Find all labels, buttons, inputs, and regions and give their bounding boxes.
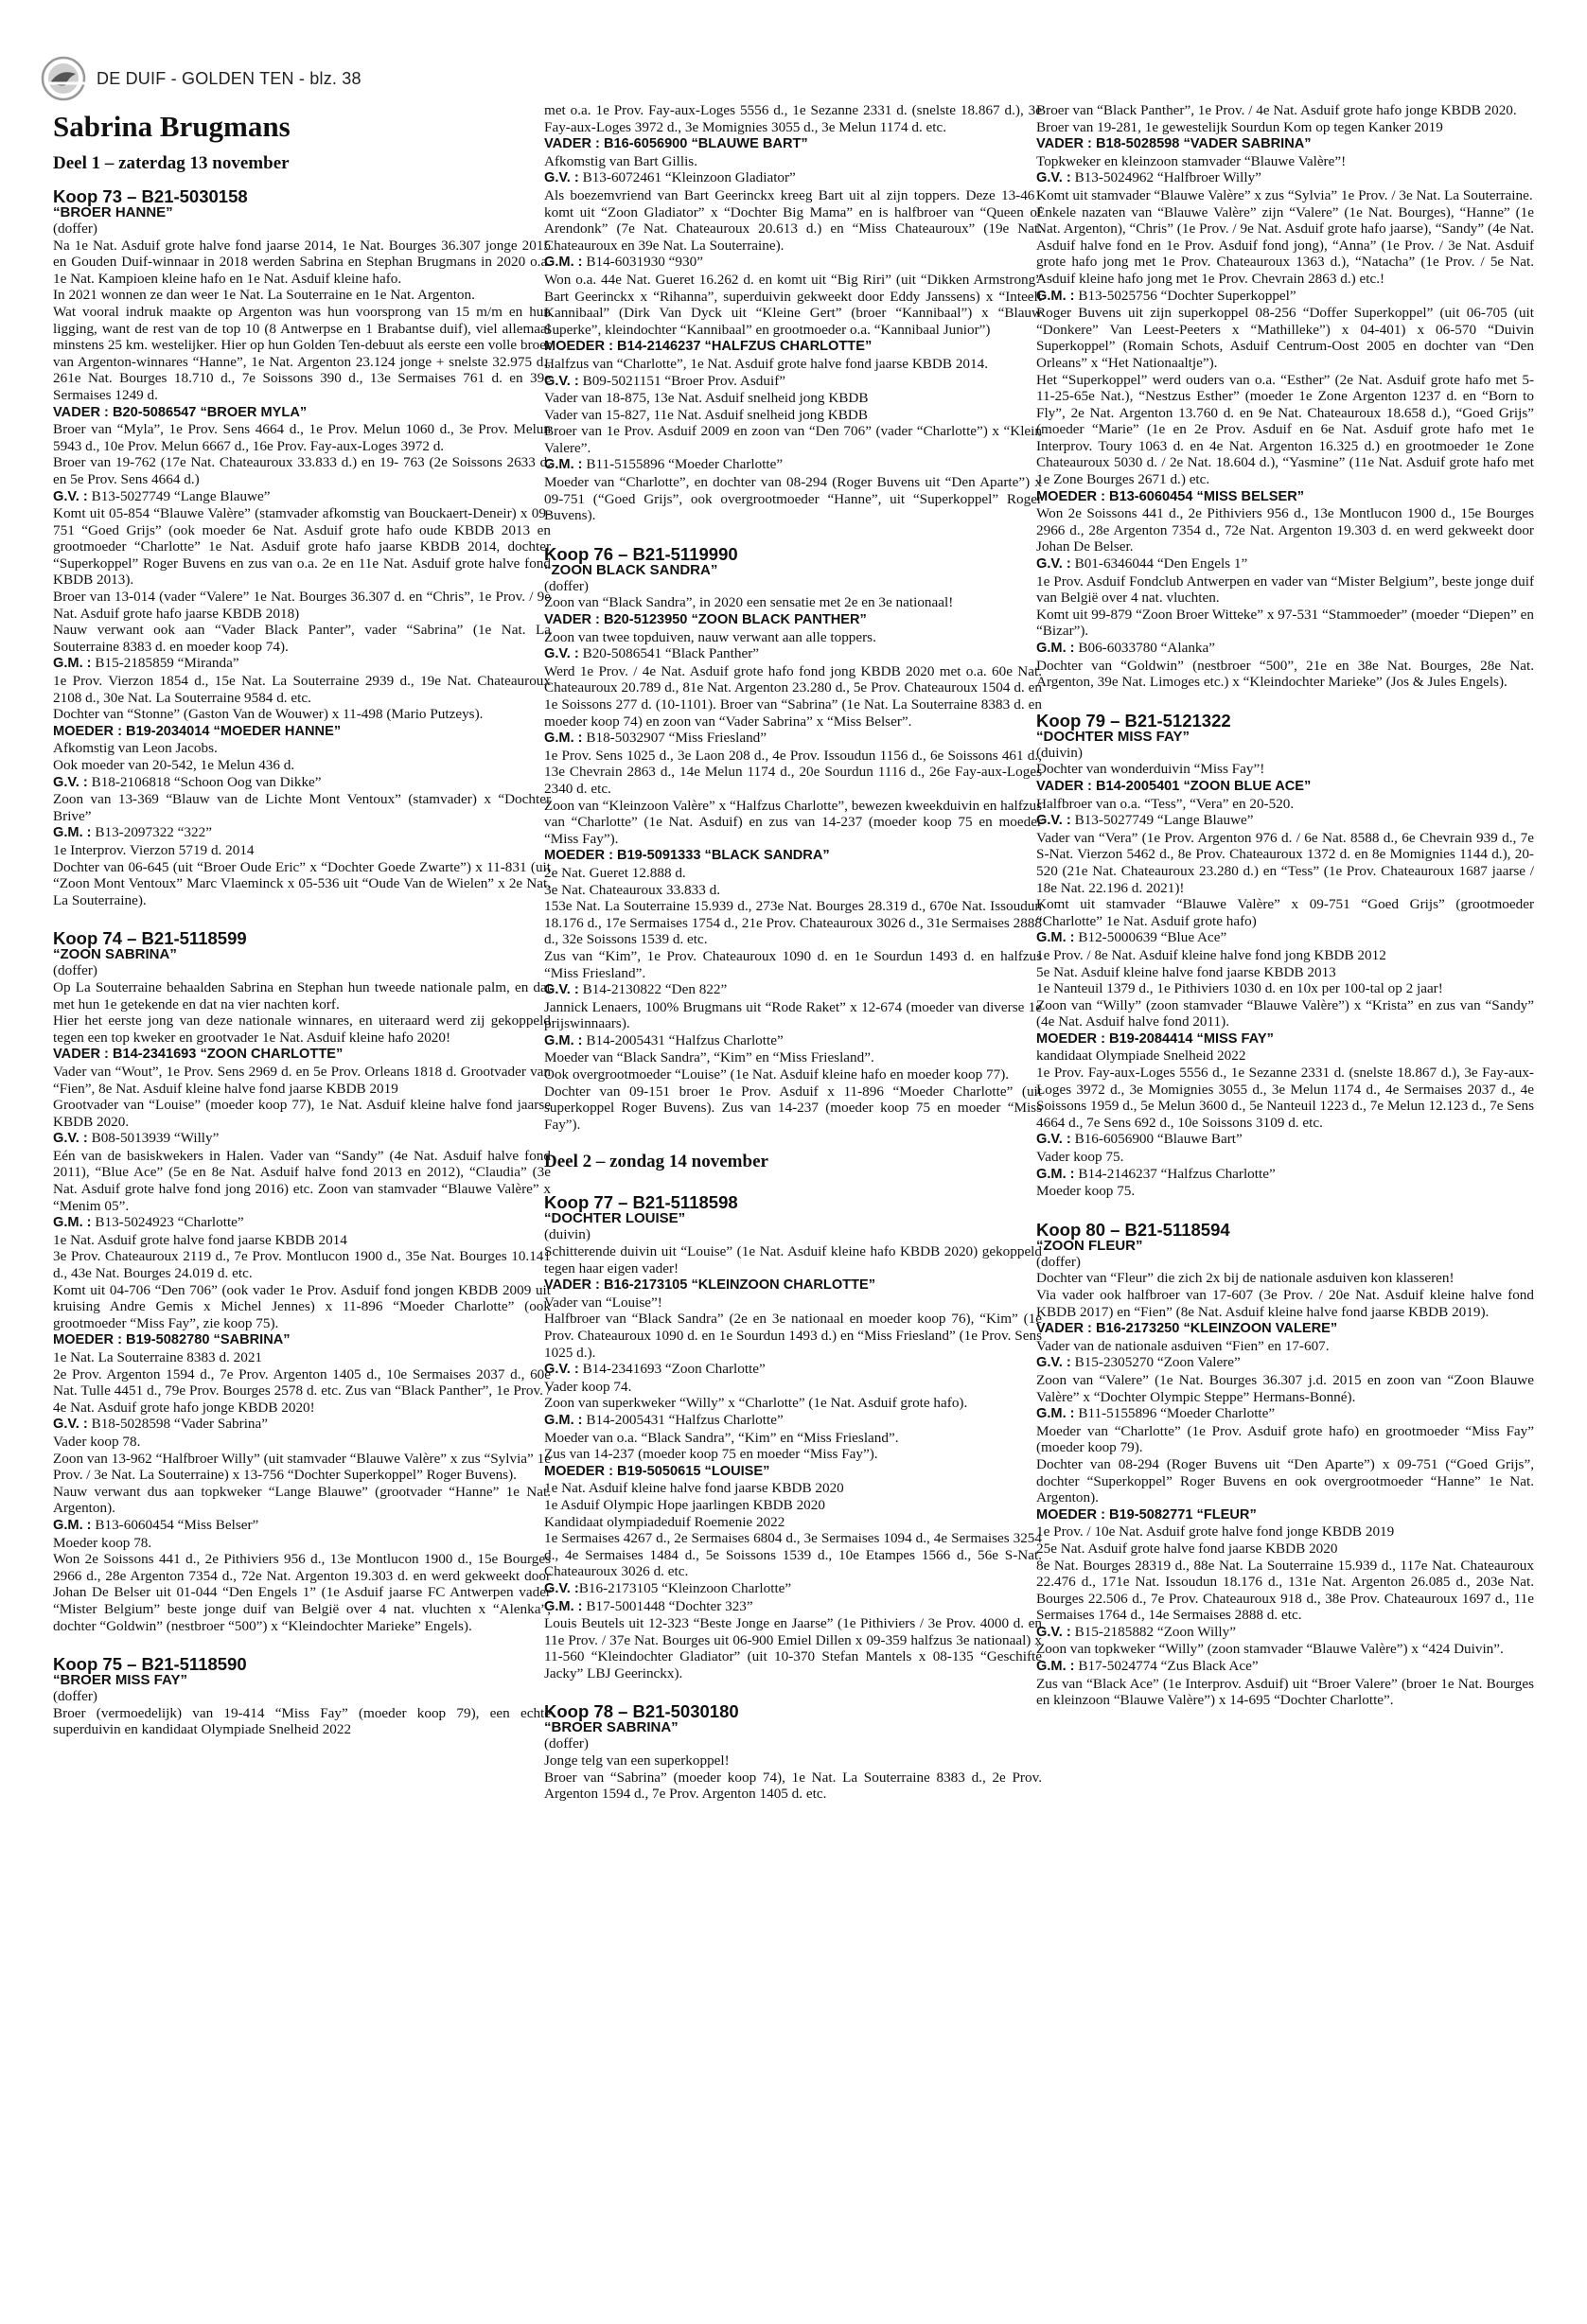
grandparent-value: B11-5155896 “Moeder Charlotte” [582,456,784,473]
grandparent-label: G.V. : [53,488,88,504]
grandparent-label: G.V. : [53,774,88,790]
grandparent-value: B17-5024774 “Zus Black Ace” [1074,1658,1259,1675]
sire-line [544,1276,1042,1294]
dam-line [1036,1506,1534,1524]
body-paragraph: 1e Prov. Vierzon 1854 d., 15e Nat. La Souterraine 2939 d., 19e Nat. Chateauroux 2108 d., 30e Nat. La Souterraine 9584 d. etc. [53,673,551,706]
sire-heading: VADER : B16-2173250 “KLEINZOON VALERE” [1036,1321,1338,1337]
dam-heading: MOEDER : B19-5050615 “LOUISE” [544,1463,770,1479]
body-paragraph: Moeder van “Black Sandra”, “Kim” en “Miss Friesland”. [544,1049,874,1066]
lot-name: “BROER MISS FAY” [53,1672,187,1689]
grandparent-value: B14-2130822 “Den 822” [578,981,728,998]
grandparent-value: B01-6346044 “Den Engels 1” [1070,555,1248,572]
grandparent-value: B13-5025756 “Dochter Superkoppel” [1074,287,1296,304]
grandparent-label: G.V. : [1036,1132,1071,1148]
page-header [40,55,361,102]
body-paragraph: Vader van “Louise”! [544,1294,662,1311]
body-paragraph: Vader koop 78. [53,1433,141,1450]
grandparent-label: G.M. : [1036,1659,1075,1675]
grandparent-label: G.M. : [544,1412,583,1428]
body-paragraph: Broer van 1e Prov. Asduif 2009 en zoon van “Den 706” (vader “Charlotte”) x “Klein Valere”. [544,423,1042,456]
body-paragraph: 3e Prov. Chateauroux 2119 d., 7e Prov. Montlucon 1900 d., 35e Nat. Bourges 10.141 d., 43e Nat. Bourges 24.019 d. etc. [53,1248,551,1282]
body-paragraph: Werd 1e Prov. / 4e Nat. Asduif grote hafo fond jong KBDB 2020 met o.a. 60e Nat. Chateauroux 20.789 d., 81e Nat. Argenton 23.280 d., 5e Prov. Chateauroux 1504 d. en 1e Soissons 277 d. (10-1101). Broer van “Sabrina” (1e Nat. La Souterraine 8383 d. en moeder koop 74) en zoon van “Vader Sabrina” x “Miss Belser”. [544,662,1042,730]
body-paragraph: Won o.a. 44e Nat. Gueret 16.262 d. en komt uit “Big Riri” (uit “Dikken Armstrong” Bart Geerinckx x “Rihanna”, superduivin gekweekt door Eddy Janssens) x “Inteelt Kannibaal” (Dirk Van Dyck uit “Kleine Gert” (broer “Kannibaal”) x “Blauw Superke”, kleindochter “Kannibaal” en grootmoeder o.a. “Kannibaal Junior”) [544,271,1042,338]
body-paragraph: Vader koop 75. [1036,1149,1124,1166]
grandparent-line [1036,640,1534,658]
lot-sex: (doffer) [544,577,589,594]
body-paragraph: Dochter van “Goldwin” (nestbroer “500”, 21e en 38e Nat. Bourges, 28e Nat. Argenton, 39e Nat. Limoges etc.) x “Kleindochter Marieke” (Jos & Jules Engels). [1036,657,1534,691]
sire-line [1036,135,1534,153]
sire-heading: VADER : B20-5123950 “ZOON BLACK PANTHER” [544,612,867,628]
body-paragraph: Moeder van o.a. “Black Sandra”, “Kim” en “Miss Friesland”. [544,1429,899,1446]
grandparent-value: B14-2341693 “Zoon Charlotte” [578,1361,766,1378]
section-heading-deel-1: Deel 1 – zaterdag 13 november [53,153,290,173]
body-paragraph: 5e Nat. Asduif kleine halve fond jaarse KBDB 2013 [1036,963,1336,980]
grandparent-label: G.V. : [1036,1355,1071,1371]
grandparent-value: B13-2097322 “322” [91,824,212,841]
sire-line [53,1046,551,1064]
body-paragraph: Komt uit 05-854 “Blauwe Valère” (stamvader afkomstig van Bouckaert-Deneir) x 09-751 “Goed Grijs” (ook moeder 6e Nat. Asduif grote hafo oude KBDB 2013 en grootmoeder “Charlotte” 1e Nat. Asduif grote hafo jaarse KBDB 2014, dochter “Superkoppel” Roger Buvens en zus van o.a. 2e en 11e Nat. Asduif grote halve fond KBDB 2013). [53,505,551,589]
body-paragraph: Afkomstig van Leon Jacobs. [53,740,218,757]
body-paragraph: 1e Prov. Fay-aux-Loges 5556 d., 1e Sezanne 2331 d. (snelste 18.867 d.), 3e Fay-aux-Loges 3972 d., 3e Momignies 3055 d., 3e Melun 1174 d., 4e Sermaises 2037 d., 4e Soissons 1959 d., 5e Melun 3600 d., 5e Nanteuil 1223 d., 7e Melun 12.123 d., 7e Sens 4664 d., 7e Sens 692 d., 10e Soissons 3109 d. etc. [1036,1065,1534,1131]
grandparent-line [1036,1166,1534,1184]
grandparent-label: G.M. : [544,255,583,271]
dam-heading: MOEDER : B19-2034014 “MOEDER HANNE” [53,723,342,739]
grandparent-value: B13-5027749 “Lange Blauwe” [1070,812,1254,829]
grandparent-line [53,655,551,673]
grandparent-line [1036,1405,1534,1423]
grandparent-line [544,1580,1042,1598]
body-paragraph: Nauw verwant ook aan “Vader Black Panter”, vader “Sabrina” (1e Nat. La Souterraine 8383 d. en moeder koop 74). [53,622,551,655]
dam-line [53,723,551,741]
body-paragraph: Afkomstig van Bart Gillis. [544,152,697,169]
grandparent-value: B15-2185882 “Zoon Willy” [1070,1623,1236,1640]
grandparent-label: G.M. : [53,1517,92,1533]
grandparent-label: G.V. : [1036,170,1071,186]
grandparent-label: G.V. : [544,170,579,186]
grandparent-value: B08-5013939 “Willy” [87,1130,220,1147]
grandparent-value: B14-2005431 “Halfzus Charlotte” [582,1031,784,1048]
grandparent-value: B13-5024923 “Charlotte” [91,1214,244,1231]
grandparent-label: G.V. : [1036,556,1071,572]
grandparent-label: G.V. : [53,1417,88,1433]
grandparent-line [1036,1354,1534,1372]
grandparent-value: B18-2106818 “Schoon Oog van Dikke” [87,773,322,790]
running-head: DE DUIF - GOLDEN TEN - blz. 38 [97,68,361,88]
body-paragraph: Komt uit stamvader “Blauwe Valère” x 09-751 “Goed Grijs” (grootmoeder “Charlotte” 1e Nat. Asduif grote hafo) [1036,896,1534,929]
sire-heading: VADER : B14-2005401 “ZOON BLUE ACE” [1036,778,1312,794]
grandparent-line [544,169,1042,187]
sire-line [544,135,1042,153]
lot-title: Koop 74 – B21-5118599 [53,928,247,949]
grandparent-value: B11-5155896 “Moeder Charlotte” [1074,1405,1276,1422]
body-paragraph: Ook moeder van 20-542, 1e Melun 436 d. [53,757,295,773]
body-paragraph: Zoon van “Kleinzoon Valère” x “Halfzus Charlotte”, bewezen kweekduivin en halfzus van “Charlotte” (1e Nat. Asduif) en zus van 14-237 (moeder koop 75 en moeder “Miss Fay”). [544,797,1042,847]
body-paragraph: 2e Prov. Argenton 1594 d., 7e Prov. Argenton 1405 d., 10e Sermaises 2037 d., 60e Nat. Tulle 4451 d., 79e Prov. Bourges 2578 d. etc. Zus van “Black Panther”, 1e Prov. / 4e Nat. Asduif grote hafo jonge KBDB 2020! [53,1365,551,1416]
grandparent-line [544,645,1042,663]
grandparent-label: G.M. : [1036,288,1075,304]
body-paragraph: Vader van 18-875, 13e Nat. Asduif snelheid jong KBDB [544,390,869,407]
lot-title: Koop 73 – B21-5030158 [53,186,248,206]
body-paragraph: Zus van “Kim”, 1e Prov. Chateauroux 1090 d. en 1e Sourdun 1493 d. en halfzus “Miss Friesland”. [544,947,1042,981]
sire-line [1036,1320,1534,1338]
body-paragraph: Dochter van 08-294 (Roger Buvens uit “Den Aparte”) x 09-751 (“Goed Grijs”, dochter “Superkoppel” Roger Buvens en ook overgrootmoeder “Hanne” 1e Nat. Argenton). [1036,1455,1534,1506]
body-paragraph: 1e Prov. Sens 1025 d., 3e Laon 208 d., 4e Prov. Issoudun 1156 d., 6e Soissons 461 d., 13e Chevrain 2863 d., 14e Melun 1174 d., 20e Sourdun 1116 d., 26e Fay-aux-Loges 2340 d. etc. [544,747,1042,797]
body-paragraph: Hier het eerste jong van deze nationale winnares, en uiteraard werd zij gekoppeld tegen een top kweker en grootvader 1e Nat. Asduif kleine hafo 2020! [53,1012,551,1046]
body-paragraph: Dochter van wonderduivin “Miss Fay”! [1036,761,1265,778]
grandparent-label: G.V. : [1036,1624,1071,1640]
grandparent-value: B16-2173105 “Kleinzoon Charlotte” [578,1579,792,1596]
grandparent-value: B12-5000639 “Blue Ace” [1074,929,1227,946]
lot-name: “ZOON BLACK SANDRA” [544,561,718,578]
body-paragraph: Dochter van 09-151 broer 1e Prov. Asduif x 11-896 “Moeder Charlotte” (uit superkoppel Roger Buvens). Zus van 14-237 (moeder koop 75 en moeder “Miss Fay”). [544,1083,1042,1133]
body-paragraph: Na 1e Nat. Asduif grote halve fond jaarse 2014, 1e Nat. Bourges 36.307 jonge 2015 en Gouden Duif-winnaar in 2018 werden Sabrina en Stephan Brugmans in 2020 o.a. 1e Nat. Kampioen kleine hafo en 1e Nat. Asduif kleine hafo. [53,237,551,287]
body-paragraph: Als boezemvriend van Bart Geerinckx kreeg Bart uit al zijn toppers. Deze 13-461 komt uit “Zoon Gladiator” x “Dochter Big Mama” en is halfbroer van “Queen of Arendonk” (7e Nat. Chateauroux 20.613 d.) en “Miss Chateauroux” (19e Nat. Chateauroux en 39e Nat. La Souterraine). [544,186,1042,254]
lot-title: Koop 77 – B21-5118598 [544,1192,738,1213]
grandparent-value: B16-6056900 “Blauwe Bart” [1070,1131,1243,1148]
body-paragraph: Zoon van superkweker “Willy” x “Charlotte” (1e Nat. Asduif grote hafo). [544,1395,968,1412]
grandparent-line [1036,555,1534,573]
grandparent-label: G.M. : [544,457,583,473]
body-paragraph: Komt uit 04-706 “Den 706” (ook vader 1e Prov. Asduif fond jongen KBDB 2009 uit kruising Andre Gemis x Michel Jennes) x 11-896 “Moeder Charlotte” (ook grootmoeder “Miss Fay”, zie koop 75). [53,1281,551,1331]
dam-heading: MOEDER : B19-5091333 “BLACK SANDRA” [544,848,830,864]
grandparent-label: G.M. : [544,731,583,747]
body-paragraph: met o.a. 1e Prov. Fay-aux-Loges 5556 d., 1e Sezanne 2331 d. (snelste 18.867 d.), 3e Fay-aux-Loges 3972 d., 3e Momignies 3055 d., 3e Melun 1174 d. etc. [544,102,1042,135]
grandparent-line [53,488,551,506]
dam-heading: MOEDER : B13-6060454 “MISS BELSER” [1036,488,1305,504]
lot-name: “DOCHTER LOUISE” [544,1210,686,1227]
grandparent-line [544,1412,1042,1430]
body-paragraph: Broer van “Black Panther”, 1e Prov. / 4e Nat. Asduif grote hafo jonge KBDB 2020. [1036,102,1517,118]
grandparent-line [53,1130,551,1148]
grandparent-value: B18-5032907 “Miss Friesland” [582,730,767,747]
grandparent-line [544,1361,1042,1379]
lot-sex: (doffer) [53,962,97,979]
body-paragraph: 1e Interprov. Vierzon 5719 d. 2014 [53,841,255,858]
body-paragraph: 25e Nat. Asduif grote halve fond jaarse KBDB 2020 [1036,1540,1338,1557]
body-paragraph: 2e Nat. Gueret 12.888 d. [544,864,686,881]
body-paragraph: 8e Nat. Bourges 28319 d., 88e Nat. La Souterraine 15.939 d., 117e Nat. Chateauroux 22.476 d., 171e Nat. Issoudun 18.176 d., 131e Nat. Argenton 26.085 d., 203e Nat. Bourges 22.506 d., 7e Prov. Chateauroux 918 d., 38e Prov. Chateauroux 1697 d., 11e Sermaises 1764 d., 14e Sermaises 2888 d. etc. [1036,1557,1534,1624]
grandparent-line [1036,288,1534,306]
grandparent-label: G.V. : [544,1580,579,1596]
pigeon-logo-icon [40,55,87,102]
body-paragraph: Dochter van 06-645 (uit “Broer Oude Eric” x “Dochter Goede Zwarte”) x 11-831 (uit “Zoon Mont Ventoux” Marc Vlaeminck x 05-536 uit “Oude Van de Wielen” x 2e Nat. La Souterraine). [53,858,551,908]
body-paragraph: Moeder van “Charlotte”, en dochter van 08-294 (Roger Buvens uit “Den Aparte”) x 09-751 (“Goed Grijs”, ook overgrootmoeder “Hanne”, uit “Superkoppel” Roger Buvens). [544,474,1042,524]
body-paragraph: Halfbroer van “Black Sandra” (2e en 3e nationaal en moeder koop 76), “Kim” (1e Prov. Chateauroux 1090 d. en 1e Sourdun 1493 d.) en “Miss Friesland” (1e Prov. Sens 1025 d.). [544,1311,1042,1361]
body-paragraph: Broer van “Sabrina” (moeder koop 74), 1e Nat. La Souterraine 8383 d., 2e Prov. Argenton 1594 d., 7e Prov. Argenton 1405 d. etc. [544,1769,1042,1803]
sire-heading: VADER : B16-2173105 “KLEINZOON CHARLOTTE” [544,1277,876,1294]
grandparent-value: B14-2005431 “Halfzus Charlotte” [582,1411,784,1428]
column-2 [544,102,1042,1803]
dam-line [544,338,1042,356]
grandparent-value: B14-2146237 “Halfzus Charlotte” [1074,1165,1276,1182]
grandparent-line [544,981,1042,999]
grandparent-line [544,456,1042,474]
grandparent-value: B14-6031930 “930” [582,254,703,271]
lot-title: Koop 79 – B21-5121322 [1036,710,1231,731]
body-paragraph: Zoon van “Valere” (1e Nat. Bourges 36.307 j.d. 2015 en zoon van “Zoon Blauwe Valère” x “Dochter Olympic Steppe” Hermans-Bonné). [1036,1371,1534,1405]
dam-heading: MOEDER : B19-5082780 “SABRINA” [53,1332,291,1348]
lot-name: “BROER HANNE” [53,204,173,220]
article-title: Sabrina Brugmans [53,110,291,143]
body-paragraph: Komt uit stamvader “Blauwe Valère” x zus “Sylvia” 1e Prov. / 3e Nat. La Souterraine. [1036,186,1533,203]
grandparent-label: G.M. : [1036,1406,1075,1422]
lot-title: Koop 80 – B21-5118594 [1036,1219,1230,1240]
grandparent-label: G.M. : [53,1215,92,1231]
lot-sex: (duivin) [544,1226,591,1243]
grandparent-line [53,1517,551,1535]
body-paragraph: Vader van 15-827, 11e Nat. Asduif snelheid jong KBDB [544,406,868,423]
sire-heading: VADER : B14-2341693 “ZOON CHARLOTTE” [53,1047,344,1063]
body-paragraph: 1e Nat. Asduif grote halve fond jaarse KBDB 2014 [53,1231,347,1248]
body-paragraph: Broer van 19-281, 1e gewestelijk Sourdun Kom op tegen Kanker 2019 [1036,118,1443,135]
body-paragraph: Nauw verwant dus aan topkweker “Lange Blauwe” (grootvader “Hanne” 1e Nat. Argenton). [53,1483,551,1517]
body-paragraph: Wat vooral indruk maakte op Argenton was hun voorsprong van 15 m/m en hun ligging, want de rest van de top 10 (8 Antwerpse en 1 Brabantse duif), viel allemaal minstens 25 km. westelijker. Hier op hun Golden Ten-debuut als eerste een volle broer van Argenton-winnares “Hanne”, 1e Nat. Argenton 23.124 jonge + snelste 32.975 d., 261e Nat. Bourges 18.710 d., 7e Soissons 390 d., 13e Sermaises 761 d. en 39e Sermaises 1249 d. [53,303,551,403]
body-paragraph: 1e Nanteuil 1379 d., 1e Pithiviers 1030 d. en 10x per 100-tal op 2 jaar! [1036,980,1443,997]
dam-line [544,847,1042,865]
grandparent-line [1036,1658,1534,1676]
lot-sex: (duivin) [1036,744,1083,761]
body-paragraph: 153e Nat. La Souterraine 15.939 d., 273e Nat. Bourges 28.319 d., 670e Nat. Issoudun 18.176 d., 17e Sermaises 1754 d., 21e Prov. Chateauroux 3026 d., 31e Sermaises 2888 d., 32e Soissons 1539 d. etc. [544,898,1042,948]
body-paragraph: Roger Buvens uit zijn superkoppel 08-256 “Doffer Superkoppel” (uit 06-705 (uit “Donkere” Van Leest-Peeters x “Mathilleke”) x 04-401) x 06-570 “Duivin Superkoppel” (Romain Schots, Asduif Centrum-Oost 2005 en dochter van “Den Orleans” x “Het Nationaaltje”). [1036,305,1534,371]
grandparent-value: B17-5001448 “Dochter 323” [582,1597,753,1614]
dam-line [53,1331,551,1349]
grandparent-label: G.M. : [544,1032,583,1048]
grandparent-line [544,730,1042,748]
lot-title: Koop 78 – B21-5030180 [544,1701,739,1722]
body-paragraph: 1e Prov. Asduif Fondclub Antwerpen en vader van “Mister Belgium”, beste jonge duif van België over 4 nat. vluchten. [1036,572,1534,607]
body-paragraph: Schitterende duivin uit “Louise” (1e Nat. Asduif kleine hafo KBDB 2020) gekoppeld tegen haar eigen vader! [544,1243,1042,1276]
body-paragraph: Broer van “Myla”, 1e Prov. Sens 4664 d., 1e Prov. Melun 1060 d., 3e Prov. Melun 5943 d., 10e Prov. Melun 6667 d., 16e Prov. Fay-aux-Loges 3972 d. [53,421,551,454]
body-paragraph: Jannick Lenaers, 100% Brugmans uit “Rode Raket” x 12-674 (moeder van diverse 1e prijswinnaars). [544,998,1042,1032]
grandparent-value: B06-6033780 “Alanka” [1074,640,1216,656]
grandparent-value: B13-6072461 “Kleinzoon Gladiator” [578,169,796,186]
body-paragraph: Halfbroer van o.a. “Tess”, “Vera” en 20-520. [1036,795,1295,812]
body-paragraph: Zoon van 13-369 “Blauw van de Lichte Mont Ventoux” (stamvader) x “Dochter Brive” [53,791,551,824]
grandparent-line [53,1214,551,1232]
grandparent-value: B13-6060454 “Miss Belser” [91,1516,259,1533]
dam-heading: MOEDER : B14-2146237 “HALFZUS CHARLOTTE” [544,339,873,355]
sire-line [53,404,551,422]
body-paragraph: Zoon van “Black Sandra”, in 2020 een sensatie met 2e en 3e nationaal! [544,594,954,611]
body-paragraph: Vader koop 74. [544,1378,632,1395]
column-3 [1036,102,1534,1709]
body-paragraph: 1e Prov. / 8e Nat. Asduif kleine halve fond jong KBDB 2012 [1036,946,1386,963]
sire-heading: VADER : B16-6056900 “BLAUWE BART” [544,136,808,152]
sire-line [1036,778,1534,796]
body-paragraph: Komt uit 99-879 “Zoon Broer Witteke” x 97-531 “Stammoeder” (moeder “Diepen” en “Bizar”). [1036,606,1534,640]
body-paragraph: Moeder koop 75. [1036,1183,1136,1200]
body-paragraph: 1e Nat. Asduif kleine halve fond jaarse KBDB 2020 [544,1480,844,1497]
body-paragraph: 1e Nat. La Souterraine 8383 d. 2021 [53,1349,263,1365]
grandparent-label: G.V. : [544,373,579,389]
lot-name: “DOCHTER MISS FAY” [1036,728,1190,745]
dam-line [544,1463,1042,1481]
grandparent-line [544,1032,1042,1050]
lot-sex: (doffer) [1036,1253,1081,1270]
grandparent-label: G.M. : [1036,641,1075,656]
grandparent-label: G.M. : [1036,930,1075,946]
grandparent-line [1036,1624,1534,1642]
grandparent-line [1036,929,1534,947]
grandparent-line [53,824,551,842]
body-paragraph: Won 2e Soissons 441 d., 2e Pithiviers 956 d., 13e Montlucon 1900 d., 15e Bourges 2966 d., 28e Argenton 7354 d., 72e Nat. Argenton 19.303 d. en werd gekweekt door Johan De Belser uit 01-044 “Den Engels 1” (1e Asduif jaarse FC Antwerpen vader “Mister Belgium” beste jonge duif van België over 4 nat. vluchten x “Alenka”, dochter “Goldwin” (nestbroer “500”) x “Kleindochter Marieke” Engels). [53,1551,551,1634]
body-paragraph: Enkele nazaten van “Blauwe Valère” zijn “Valere” (1e Nat. Bourges), “Hanne” (1e Nat. Argenton), “Chris” (1e Prov. / 9e Nat. Asduif grote hafo jaarse), “Sandy” (4e Nat. Asduif halve fond en 1e Prov. Asduif fond jong), “Anna” (1e Prov. / 3e Nat. Asduif grote hafo jong met 1e Prov. Chateauroux 1363 d.), “Natacha” (1e Prov. / 5e Nat. Asduif kleine hafo jong met 1e Prov. Chevrain 2863 d.) etc.! [1036,203,1534,287]
grandparent-line [544,1598,1042,1616]
body-paragraph: Zoon van “Willy” (zoon stamvader “Blauwe Valère”) x “Krista” en zus van “Sandy” (4e Nat. Asduif halve fond 2011). [1036,996,1534,1030]
grandparent-label: G.M. : [544,1598,583,1614]
lot-title: Koop 76 – B21-5119990 [544,543,738,564]
body-paragraph: Zoon van topkweker “Willy” (zoon stamvader “Blauwe Valère”) x “424 Duivin”. [1036,1641,1504,1658]
body-paragraph: Eén van de basiskwekers in Halen. Vader van “Sandy” (4e Nat. Asduif halve fond 2011), “Blue Ace” (5e en 8e Nat. Asduif halve fond 2013 en 2012), “Claudia” (3e Nat. Asduif grote halve fond jong 2016) etc. Zoon van stamvader “Blauwe Valère” x “Menim 05”. [53,1147,551,1214]
body-paragraph: Vader van de nationale asduiven “Fien” en 17-607. [1036,1337,1330,1354]
grandparent-label: G.V. : [544,646,579,662]
lot-name: “BROER SABRINA” [544,1719,679,1736]
body-paragraph: 3e Nat. Chateauroux 33.833 d. [544,881,721,898]
body-paragraph: Zus van 14-237 (moeder koop 75 en moeder “Miss Fay”). [544,1446,878,1463]
body-paragraph: 1e Asduif Olympic Hope jaarlingen KBDB 2020 [544,1496,825,1513]
body-paragraph: 1e Sermaises 4267 d., 2e Sermaises 6804 d., 3e Sermaises 1094 d., 4e Sermaises 3254 d., 4e Sermaises 1484 d., 5e Soissons 1539 d., 10e Etampes 1566 d., 56e S-Nat. Chateauroux 3026 d. etc. [544,1530,1042,1580]
body-paragraph: In 2021 wonnen ze dan weer 1e Nat. La Souterraine en 1e Nat. Argenton. [53,287,475,304]
grandparent-line [1036,812,1534,830]
lot-title: Koop 75 – B21-5118590 [53,1654,247,1675]
lot-sex: (doffer) [544,1735,589,1752]
dam-heading: MOEDER : B19-5082771 “FLEUR” [1036,1506,1257,1523]
body-paragraph: Zoon van 13-962 “Halfbroer Willy” (uit stamvader “Blauwe Valère” x zus “Sylvia” 1e Prov. / 3e Nat. La Souterraine) x 13-756 “Dochter Superkoppel” Roger Buvens). [53,1450,551,1484]
grandparent-line [1036,1131,1534,1149]
body-paragraph: kandidaat Olympiade Snelheid 2022 [1036,1048,1246,1065]
grandparent-value: B15-2305270 “Zoon Valere” [1070,1354,1241,1371]
body-paragraph: Won 2e Soissons 441 d., 2e Pithiviers 956 d., 13e Montlucon 1900 d., 15e Bourges 2966 d., 28e Argenton 7354 d., 72e Nat. Argenton 19.303 d. en werd gekweekt door Johan De Belser. [1036,505,1534,555]
grandparent-label: G.V. : [544,1362,579,1378]
body-paragraph: Via vader ook halfbroer van 17-607 (3e Prov. / 20e Nat. Asduif kleine halve fond KBDB 2017) en “Fien” (8e Nat. Asduif kleine halve fond jaarse KBDB 2019). [1036,1287,1534,1320]
sire-heading: VADER : B20-5086547 “BROER MYLA” [53,404,308,420]
body-paragraph: Moeder van “Charlotte” (1e Prov. Asduif grote hafo) en grootmoeder “Miss Fay” (moeder koop 79). [1036,1422,1534,1456]
column-1 [53,110,551,1738]
lot-name: “ZOON SABRINA” [53,946,177,963]
body-paragraph: Ook overgrootmoeder “Louise” (1e Nat. Asduif kleine hafo en moeder koop 77). [544,1066,1010,1083]
lot-name: “ZOON FLEUR” [1036,1237,1143,1254]
grandparent-label: G.M. : [53,825,92,841]
grandparent-line [544,373,1042,391]
body-paragraph: Zus van “Black Ace” (1e Interprov. Asduif) uit “Broer Valere” (broer 1e Nat. Bourges en kleinzoon “Blauwe Valère”) x 14-695 “Dochter Charlotte”. [1036,1675,1534,1709]
body-paragraph: 1e Prov. / 10e Nat. Asduif grote halve fond jonge KBDB 2019 [1036,1523,1395,1541]
body-paragraph: Moeder koop 78. [53,1534,152,1551]
grandparent-value: B18-5028598 “Vader Sabrina” [87,1416,268,1433]
grandparent-line [544,254,1042,272]
body-paragraph: Vader van “Wout”, 1e Prov. Sens 2969 d. en 5e Prov. Orleans 1818 d. Grootvader van “Fien”, 8e Nat. Asduif kleine halve fond jaarse KBDB 2019 [53,1063,551,1097]
grandparent-value: B13-5024962 “Halfbroer Willy” [1070,169,1261,186]
grandparent-label: G.M. : [1036,1166,1075,1182]
body-paragraph: Topkweker en kleinzoon stamvader “Blauwe Valère”! [1036,152,1347,169]
body-paragraph: Het “Superkoppel” werd ouders van o.a. “Esther” (2e Nat. Asduif grote hafo met 5-11-25-65e Nat.), “Nestzus Esther” (moeder 1e Zone Argenton 1237 d. en “Born to Fly”, 2e Nat. Argenton 13.760 d. en 9e Nat. Chateauroux 18.658 d.), “Goed Grijs” (moeder “Marie” (1e en 2e Prov. Asduif en 6e Nat. Asduif grote hafo met 1e Interprov. Toury 1063 d. en 4e Nat. Argenton 16.325 d.) en grootmoeder 1e Zone Chateauroux 5030 d. / 2e Nat. 18.604 d.), “Yasmine” (11e Nat. Asduif grote hafo met 1e Zone Bourges 2671 d.) etc. [1036,371,1534,488]
grandparent-value: B20-5086541 “Black Panther” [578,645,760,662]
body-paragraph: Louis Beutels uit 12-323 “Beste Jonge en Jaarse” (1e Pithiviers / 3e Prov. 4000 d. en 11e Prov. / 37e Nat. Bourges uit 06-900 Emiel Dillen x 09-359 halfzus 3e nationaal) x 11-560 “Kleindochter Gladiator” (uit 10-370 Stefan Mantels x 08-135 “Geschifte Jacky” LBJ Geerinckx). [544,1615,1042,1681]
section-heading-deel-2: Deel 2 – zondag 14 november [544,1152,768,1172]
sire-line [544,611,1042,629]
lot-sex: (doffer) [53,1688,97,1705]
body-paragraph: Broer (vermoedelijk) van 19-414 “Miss Fay” (moeder koop 79), een echte superduivin en kandidaat Olympiade Snelheid 2022 [53,1704,551,1738]
body-paragraph: Dochter van “Stonne” (Gaston Van de Wouwer) x 11-498 (Mario Putzeys). [53,706,484,723]
grandparent-value: B13-5027749 “Lange Blauwe” [87,487,271,504]
dam-line [1036,488,1534,506]
grandparent-line [53,774,551,792]
grandparent-label: G.V. : [53,1131,88,1147]
grandparent-value: B09-5021151 “Broer Prov. Asduif” [578,372,786,389]
grandparent-label: G.M. : [53,656,92,672]
body-paragraph: Op La Souterraine behaalden Sabrina en Stephan hun tweede nationale palm, en dat met hun 1e getekende en dat na vier nachten korf. [53,978,551,1012]
grandparent-line [53,1416,551,1434]
grandparent-label: G.V. : [544,982,579,998]
body-paragraph: Dochter van “Fleur” die zich 2x bij de nationale asduiven kon klasseren! [1036,1270,1455,1287]
sire-heading: VADER : B18-5028598 “VADER SABRINA” [1036,136,1312,152]
body-paragraph: Jonge telg van een superkoppel! [544,1752,730,1769]
body-paragraph: Vader van “Vera” (1e Prov. Argenton 976 d. / 6e Nat. 8588 d., 6e Chevrain 939 d., 7e S-Nat. Vierzon 5462 d., 8e Prov. Chateauroux 1372 d. en 8e Momignies 1144 d.), 20-520 (21e Nat. Chateauroux 23.280 d.) en “Tess” (1e Prov. Chateauroux 1687 jaarse / 18e Nat. 22.196 d. 2021)! [1036,829,1534,896]
body-paragraph: Grootvader van “Louise” (moeder koop 77), 1e Nat. Asduif kleine halve fond jaarse KBDB 2020. [53,1097,551,1130]
grandparent-label: G.V. : [1036,813,1071,829]
body-paragraph: Halfzus van “Charlotte”, 1e Nat. Asduif grote halve fond jaarse KBDB 2014. [544,355,988,372]
grandparent-line [1036,169,1534,187]
body-paragraph: Kandidaat olympiadeduif Roemenie 2022 [544,1513,785,1530]
dam-line [1036,1030,1534,1048]
grandparent-value: B15-2185859 “Miranda” [91,655,239,672]
body-paragraph: Broer van 19-762 (17e Nat. Chateauroux 33.833 d.) en 19- 763 (2e Soissons 2633 d. en 5e Prov. Sens 4664 d.) [53,454,551,487]
lot-sex: (doffer) [53,220,97,237]
body-paragraph: Broer van 13-014 (vader “Valere” 1e Nat. Bourges 36.307 d. en “Chris”, 1e Prov. / 9e Nat. Asduif grote hafo jaarse KBDB 2018) [53,589,551,622]
body-paragraph: Zoon van twee topduiven, nauw verwant aan alle toppers. [544,628,876,645]
dam-heading: MOEDER : B19-2084414 “MISS FAY” [1036,1030,1274,1047]
